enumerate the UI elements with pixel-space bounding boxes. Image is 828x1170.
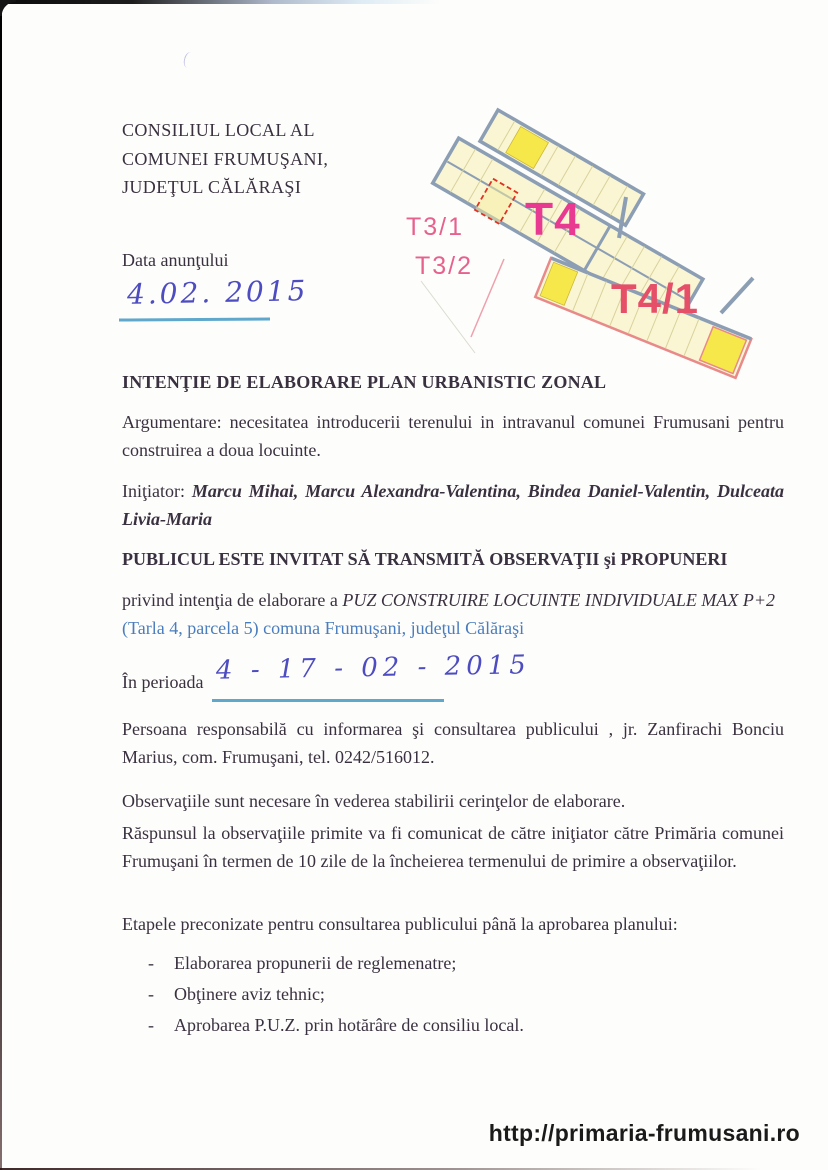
list-item-dash: - xyxy=(148,984,154,1004)
survey-line xyxy=(421,281,475,353)
initiator-paragraph xyxy=(122,477,784,533)
list-item-text: Obţinere aviz tehnic; xyxy=(174,984,325,1004)
list-item-text: Aprobarea P.U.Z. prin hotărâre de consiliu local. xyxy=(174,1015,524,1035)
announcement-date-underline xyxy=(119,317,270,321)
letterhead-line-1: CONSILIUL LOCAL AL xyxy=(122,120,315,140)
pink-boundary-line xyxy=(471,259,504,337)
letterhead xyxy=(122,116,328,202)
announcement-date-handwritten: 4.02. 2015 xyxy=(126,274,309,311)
regarding-puz-title: PUZ CONSTRUIRE LOCUINTE INDIVIDUALE MAX P+2 xyxy=(342,590,776,610)
map-label-t4-1: T4/1 xyxy=(611,275,700,322)
list-item xyxy=(148,981,524,1007)
list-item-dash: - xyxy=(148,1015,154,1035)
list-item xyxy=(148,1012,524,1038)
argument-paragraph: Argumentare: necesitatea introducerii terenului in intravanul comunei Frumusani pentru construirea a doua locuinte. xyxy=(122,412,784,460)
initiator-label: Iniţiator: xyxy=(122,481,192,501)
list-item xyxy=(148,950,524,976)
responsible-person-paragraph: Persoana responsabilă cu informarea şi consultarea publicului , jr. Zanfirachi Bonciu Marius, com. Frumuşani, tel. 0242/516012. xyxy=(122,719,784,767)
regarding-prefix: privind intenţia de elaborare a xyxy=(122,590,343,610)
map-label-t3-1: T3/1 xyxy=(406,213,465,241)
announcement-date-label: Data anunţului xyxy=(122,250,229,270)
period-handwritten-value: 4 - 17 - 02 - 2015 xyxy=(215,650,532,686)
list-item-dash: - xyxy=(148,953,154,973)
observations-note: Observaţiile sunt necesare în vederea stabilirii cerinţelor de elaborare. xyxy=(122,791,626,811)
response-note-paragraph: Răspunsul la observaţiile primite va fi comunicat de către iniţiator către Primăria comunei Frumuşani în termen de 10 zile de la încheierea termenului de primire a observaţiilor. xyxy=(122,823,784,871)
website-watermark: http://primaria-frumusani.ro xyxy=(488,1120,800,1146)
scan-edge-top xyxy=(0,0,440,4)
document-title: INTENŢIE DE ELABORARE PLAN URBANISTIC ZONAL xyxy=(122,372,607,392)
pen-scratch-mark xyxy=(182,51,196,69)
road-spur-2 xyxy=(721,278,753,313)
initiator-names: Marcu Mihai, Marcu Alexandra-Valentina, Bindea Daniel-Valentin, Dulceata Livia-Maria xyxy=(122,481,784,529)
letterhead-line-3: JUDEŢUL CĂLĂRAŞI xyxy=(122,177,302,197)
regarding-paragraph xyxy=(122,587,792,642)
list-item-text: Elaborarea propunerii de reglemenatre; xyxy=(174,953,457,973)
invitation-heading: PUBLICUL ESTE INVITAT SĂ TRANSMITĂ OBSERVAŢII şi PROPUNERI xyxy=(122,549,728,569)
map-label-t3-2: T3/2 xyxy=(415,252,474,280)
period-underline xyxy=(212,699,444,702)
letterhead-line-2: COMUNEI FRUMUŞANI, xyxy=(122,148,329,169)
cadastral-map xyxy=(403,85,828,380)
regarding-location: (Tarla 4, parcela 5) comuna Frumuşani, judeţul Călăraşi xyxy=(122,617,525,638)
scan-corner-top-left xyxy=(0,0,16,16)
stages-intro: Etapele preconizate pentru consultarea publicului până la aprobarea planului: xyxy=(122,914,678,934)
stages-list xyxy=(148,950,524,1043)
map-label-t4: T4 xyxy=(525,193,581,245)
scan-edge-left xyxy=(0,0,2,1170)
period-label: În perioada xyxy=(122,672,204,692)
